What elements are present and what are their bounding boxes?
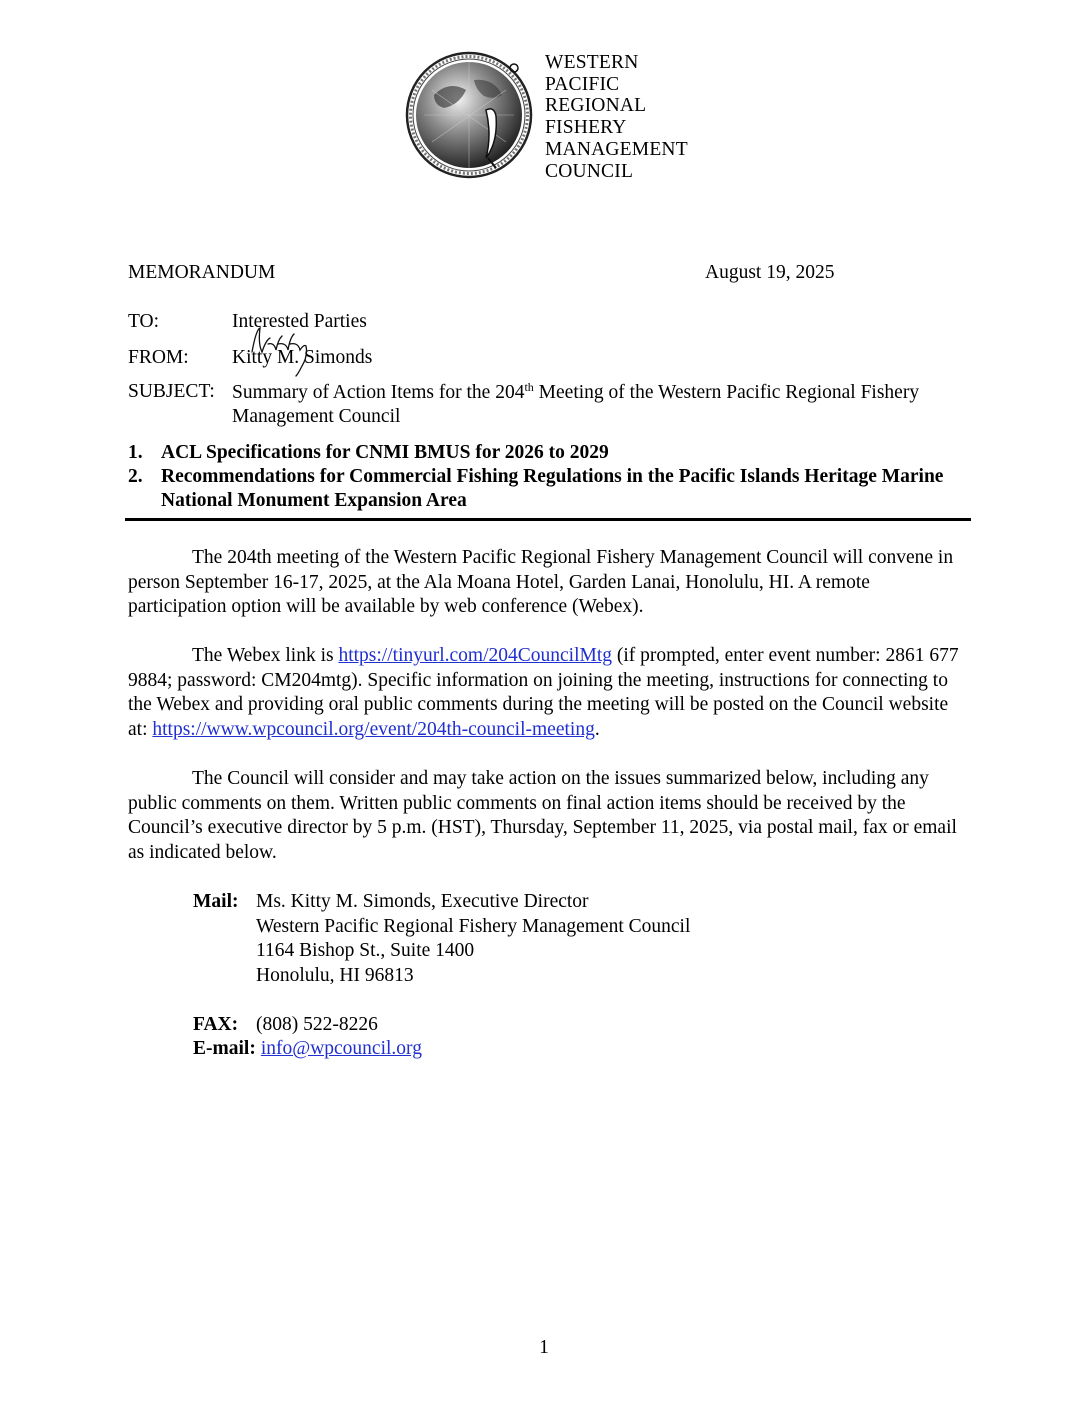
address-line: Honolulu, HI 96813 (256, 964, 414, 986)
webex-link[interactable]: https://tinyurl.com/204CouncilMtg (338, 645, 613, 666)
org-name-line: FISHERY (545, 117, 627, 139)
fax-row (193, 1013, 690, 1038)
mail-address (256, 890, 690, 988)
council-website-link[interactable]: https://www.wpcouncil.org/event/204th-council-meeting (152, 718, 595, 740)
org-name-line: REGIONAL (545, 95, 647, 117)
globe-seal-logo (404, 50, 534, 180)
fax-label: FAX: (193, 1013, 239, 1035)
to-value: Interested Parties (232, 311, 367, 332)
subject-text: Meeting of the Western Pacific Regional Fishery Management Council (232, 382, 920, 427)
paragraph-text: The Webex link is (192, 645, 339, 666)
email-label: E-mail: (193, 1038, 256, 1059)
memo-date: August 19, 2025 (705, 262, 835, 283)
item-number: 2. (128, 466, 143, 487)
item-text: Recommendations for Commercial Fishing Regulations in the Pacific Islands Heritage Marine National Monument Expansion Area (161, 466, 944, 511)
paragraph-text: The Council will consider and may take action on the issues summarized below, including any public comments on them. Written public comments on final action items should be received by the Council’s executive director by 5 p.m. (HST), Thursday, September 11, 2025, via postal mail, fax or email as indicated below. (128, 768, 957, 863)
paragraph-text: The 204th meeting of the Western Pacific Regional Fishery Management Council will convene in person September 16-17, 2025, at the Ala Moana Hotel, Garden Lanai, Honolulu, HI. A remote participation option will be available by web conference (Webex). (128, 547, 954, 617)
contact-block (193, 890, 690, 1062)
address-line: Ms. Kitty M. Simonds, Executive Director (256, 891, 589, 912)
paragraph-text: . (594, 718, 600, 740)
subject-ordinal: th (524, 380, 534, 394)
list-item (128, 465, 968, 513)
divider (125, 518, 971, 521)
address-line: Western Pacific Regional Fishery Management Council (256, 915, 691, 937)
org-name-line: WESTERN (545, 52, 639, 73)
handwritten-signature (246, 322, 326, 378)
subject-label: SUBJECT: (128, 381, 215, 402)
mail-row (193, 890, 690, 988)
memo-label: MEMORANDUM (128, 262, 276, 283)
paragraph-text: (if prompted, enter event number: 2861 677 9884; password: CM204mtg). Specific information on joining the meeting, instructions for connecting to the Webex and providing oral public comments during the meeting will be posted on the Council website at: (128, 645, 959, 740)
subject-text: Summary of Action Items for the 204 (232, 382, 525, 403)
fax-value: (808) 522-8226 (256, 1013, 378, 1035)
body-paragraph (128, 644, 968, 742)
email-link[interactable]: info@wpcouncil.org (260, 1038, 422, 1059)
item-text: ACL Specifications for CNMI BMUS for 2026 to 2029 (161, 442, 609, 463)
subject-value (232, 381, 952, 429)
list-item (128, 441, 968, 465)
body-paragraph (128, 546, 968, 620)
organization-name (545, 52, 688, 182)
item-number: 1. (128, 442, 143, 463)
org-name-line: COUNCIL (545, 160, 634, 182)
org-name-line: MANAGEMENT (545, 138, 688, 160)
mail-label: Mail: (193, 891, 239, 912)
address-line: 1164 Bishop St., Suite 1400 (256, 940, 475, 961)
from-value: Kitty M. Simonds (232, 347, 373, 368)
action-items-list (128, 441, 968, 513)
email-row (193, 1037, 690, 1062)
to-label: TO: (128, 311, 160, 332)
page-number: 1 (539, 1337, 549, 1358)
body-paragraph (128, 767, 968, 865)
org-name-line: PACIFIC (545, 73, 620, 95)
from-label: FROM: (128, 347, 189, 368)
